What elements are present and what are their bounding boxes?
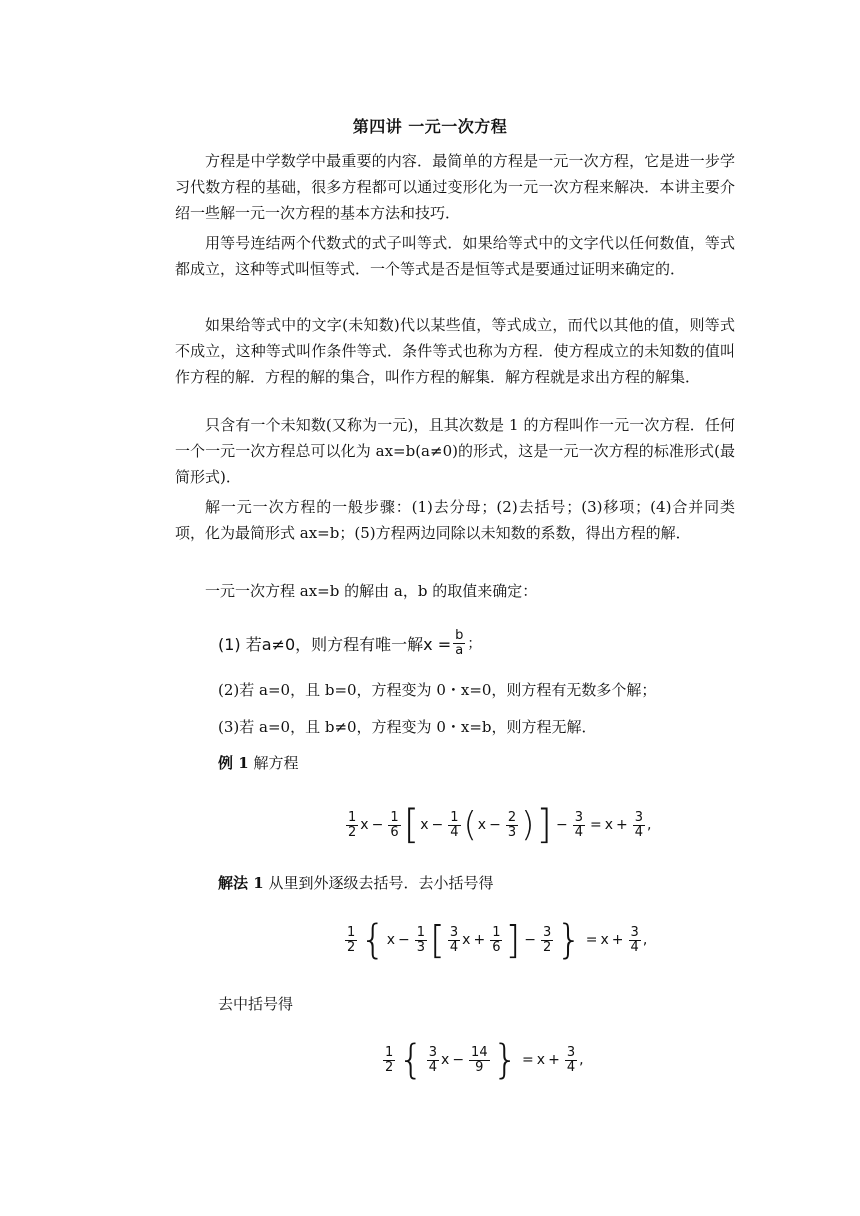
eq3-frac-3 — [469, 1046, 490, 1074]
eq2-frac-6-den: 4 — [630, 939, 639, 955]
eq2-frac-5 — [541, 926, 553, 954]
fraction-denominator: a — [455, 642, 464, 658]
eq2-var: x — [462, 932, 471, 948]
eq1-plus: + — [616, 817, 628, 833]
eq3-frac-3-den: 9 — [475, 1059, 484, 1075]
eq2-frac-4 — [490, 926, 502, 954]
eq3-equals: = — [522, 1052, 534, 1068]
lecture-title: 第四讲 一元一次方程 — [352, 117, 508, 136]
case-1-text: (1) 若a≠0，则方程有唯一解x = — [218, 634, 452, 654]
eq2-var: x — [386, 932, 396, 948]
eq3-var: x — [441, 1052, 450, 1068]
eq3-minus: − — [452, 1052, 465, 1068]
eq2-frac-6-num: 3 — [630, 924, 639, 940]
eq2-right-brace: } — [556, 917, 582, 963]
eq2-left-brace: { — [360, 917, 386, 963]
eq1-frac-5-num: 3 — [574, 809, 583, 825]
eq1-comma: , — [647, 817, 652, 833]
eq2-frac-2 — [415, 926, 427, 954]
eq2-frac-3-den: 4 — [449, 939, 459, 955]
fraction-b-over-a — [453, 629, 465, 657]
intro-paragraph: 方程是中学数学中最重要的内容．最简单的方程是一元一次方程，它是进一步学习代数方程的基础，很多方程都可以通过变形化为一元一次方程来解决．本讲主要介绍一些解一元一次方程的基本方法和技巧． — [175, 152, 735, 222]
eq1-minus: − — [555, 817, 568, 833]
eq3-comma: , — [579, 1052, 584, 1068]
eq3-frac-1-den: 2 — [385, 1059, 394, 1075]
eq2-left-bracket: [ — [430, 918, 445, 962]
eq1-frac-4-den: 3 — [507, 824, 517, 840]
eq3-left-brace: { — [398, 1037, 424, 1083]
eq2-minus: − — [398, 932, 410, 948]
eq1-minus: − — [431, 817, 444, 833]
solution-1-heading — [218, 870, 493, 896]
fraction-numerator: b — [455, 627, 464, 643]
eq2-frac-4-num: 1 — [492, 924, 501, 940]
solving-steps-paragraph: 解一元一次方程的一般步骤：(1)去分母；(2)去括号；(3)移项；(4)合并同类项，化为最简形式 ax=b；(5)方程两边同除以未知数的系数，得出方程的解． — [175, 498, 735, 542]
eq1-frac-5-den: 4 — [574, 824, 583, 840]
equation-1 — [344, 800, 651, 850]
identity-paragraph: 用等号连结两个代数式的式子叫等式．如果给等式中的文字代以任何数值，等式都成立，这种等式叫恒等式．一个等式是否是恒等式是要通过证明来确定的． — [175, 234, 735, 278]
eq2-minus: − — [524, 932, 537, 948]
eq1-minus: − — [489, 817, 501, 833]
example-label: 例 1 — [218, 754, 249, 772]
eq3-frac-1 — [383, 1046, 395, 1074]
eq1-frac-1-num: 1 — [348, 809, 357, 825]
case-3-text: (3)若 a=0，且 b≠0，方程变为 0・x=b，则方程无解． — [218, 718, 597, 736]
eq2-var: x — [600, 932, 609, 948]
example-text: 解方程 — [248, 754, 299, 772]
step-2-text: 去中括号得 — [218, 995, 294, 1013]
eq1-var: x — [360, 817, 369, 833]
eq2-equals: = — [585, 932, 598, 948]
eq1-frac-6-den: 4 — [634, 824, 644, 840]
conditional-equation-paragraph: 如果给等式中的文字(未知数)代以某些值，等式成立，而代以其他的值，则等式不成立，这种等式叫作条件等式．条件等式也称为方程．使方程成立的未知数的值叫作方程的解．方程的解的集合，叫作方程的解集．解方程就是求出方程的解集． — [175, 316, 735, 386]
eq1-var: x — [420, 817, 429, 833]
eq2-frac-3 — [448, 926, 460, 954]
eq1-left-paren: ( — [463, 805, 477, 845]
eq1-frac-1 — [346, 811, 358, 839]
equation-2 — [343, 914, 647, 966]
solution-cases-intro: 一元一次方程 ax=b 的解由 a，b 的取值来确定： — [205, 582, 538, 600]
eq2-frac-1-den: 2 — [347, 939, 356, 955]
eq1-frac-1-den: 2 — [348, 824, 357, 840]
eq1-equals: = — [589, 817, 602, 833]
eq2-frac-1 — [345, 926, 357, 954]
case-2-text: (2)若 a=0，且 b=0，方程变为 0・x=0，则方程有无数多个解； — [218, 681, 657, 699]
eq2-frac-4-den: 6 — [492, 939, 501, 955]
eq3-var: x — [536, 1052, 546, 1068]
eq1-var: x — [477, 817, 487, 833]
eq3-frac-2-num: 3 — [428, 1044, 438, 1060]
eq1-frac-3-num: 1 — [450, 809, 459, 825]
eq3-frac-4 — [565, 1046, 577, 1074]
equation-3 — [381, 1034, 584, 1086]
eq2-plus: + — [611, 932, 624, 948]
linear-equation-definition: 只含有一个未知数(又称为一元)，且其次数是 1 的方程叫作一元一次方程．任何一个一元一次方程总可以化为 ax=b(a≠0)的形式，这是一元一次方程的标准形式(最简形式)． — [175, 416, 735, 486]
eq1-right-paren: ) — [521, 805, 535, 845]
eq1-frac-4-num: 2 — [507, 809, 517, 825]
eq2-frac-2-den: 3 — [416, 939, 426, 955]
eq1-frac-3-den: 4 — [450, 824, 459, 840]
eq1-frac-3 — [448, 811, 460, 839]
eq2-right-bracket: ] — [505, 918, 521, 962]
solution-text: 从里到外逐级去括号．去小括号得 — [263, 874, 494, 892]
case-1-suffix: ； — [467, 636, 482, 652]
eq3-right-brace: } — [492, 1037, 519, 1083]
eq1-frac-2-num: 1 — [390, 809, 399, 825]
eq1-frac-6-num: 3 — [634, 809, 644, 825]
eq2-frac-1-num: 1 — [347, 924, 356, 940]
eq3-frac-3-num: 14 — [471, 1044, 488, 1060]
eq2-frac-5-num: 3 — [543, 924, 552, 940]
eq3-frac-2 — [427, 1046, 439, 1074]
eq1-frac-5 — [573, 811, 585, 839]
eq1-left-bracket: [ — [403, 802, 420, 848]
eq1-frac-2 — [388, 811, 400, 839]
eq1-frac-6 — [633, 811, 645, 839]
solution-label: 解法 1 — [218, 874, 264, 892]
eq3-frac-4-den: 4 — [566, 1059, 576, 1075]
eq2-frac-6 — [629, 926, 641, 954]
eq1-minus: − — [371, 817, 384, 833]
eq1-frac-4 — [506, 811, 518, 839]
eq2-frac-2-num: 1 — [416, 924, 426, 940]
eq3-plus: + — [548, 1052, 560, 1068]
case-1-formula — [218, 620, 481, 666]
eq2-comma: , — [642, 932, 648, 948]
eq3-frac-1-num: 1 — [385, 1044, 394, 1060]
eq3-frac-2-den: 4 — [428, 1059, 438, 1075]
eq2-frac-3-num: 3 — [449, 924, 459, 940]
eq3-frac-4-num: 3 — [566, 1044, 576, 1060]
eq1-right-bracket: ] — [536, 802, 552, 848]
eq2-plus: + — [473, 932, 486, 948]
eq1-frac-2-den: 6 — [390, 824, 399, 840]
eq2-frac-5-den: 2 — [543, 939, 552, 955]
eq1-var: x — [604, 817, 614, 833]
example-1-heading — [218, 750, 298, 776]
